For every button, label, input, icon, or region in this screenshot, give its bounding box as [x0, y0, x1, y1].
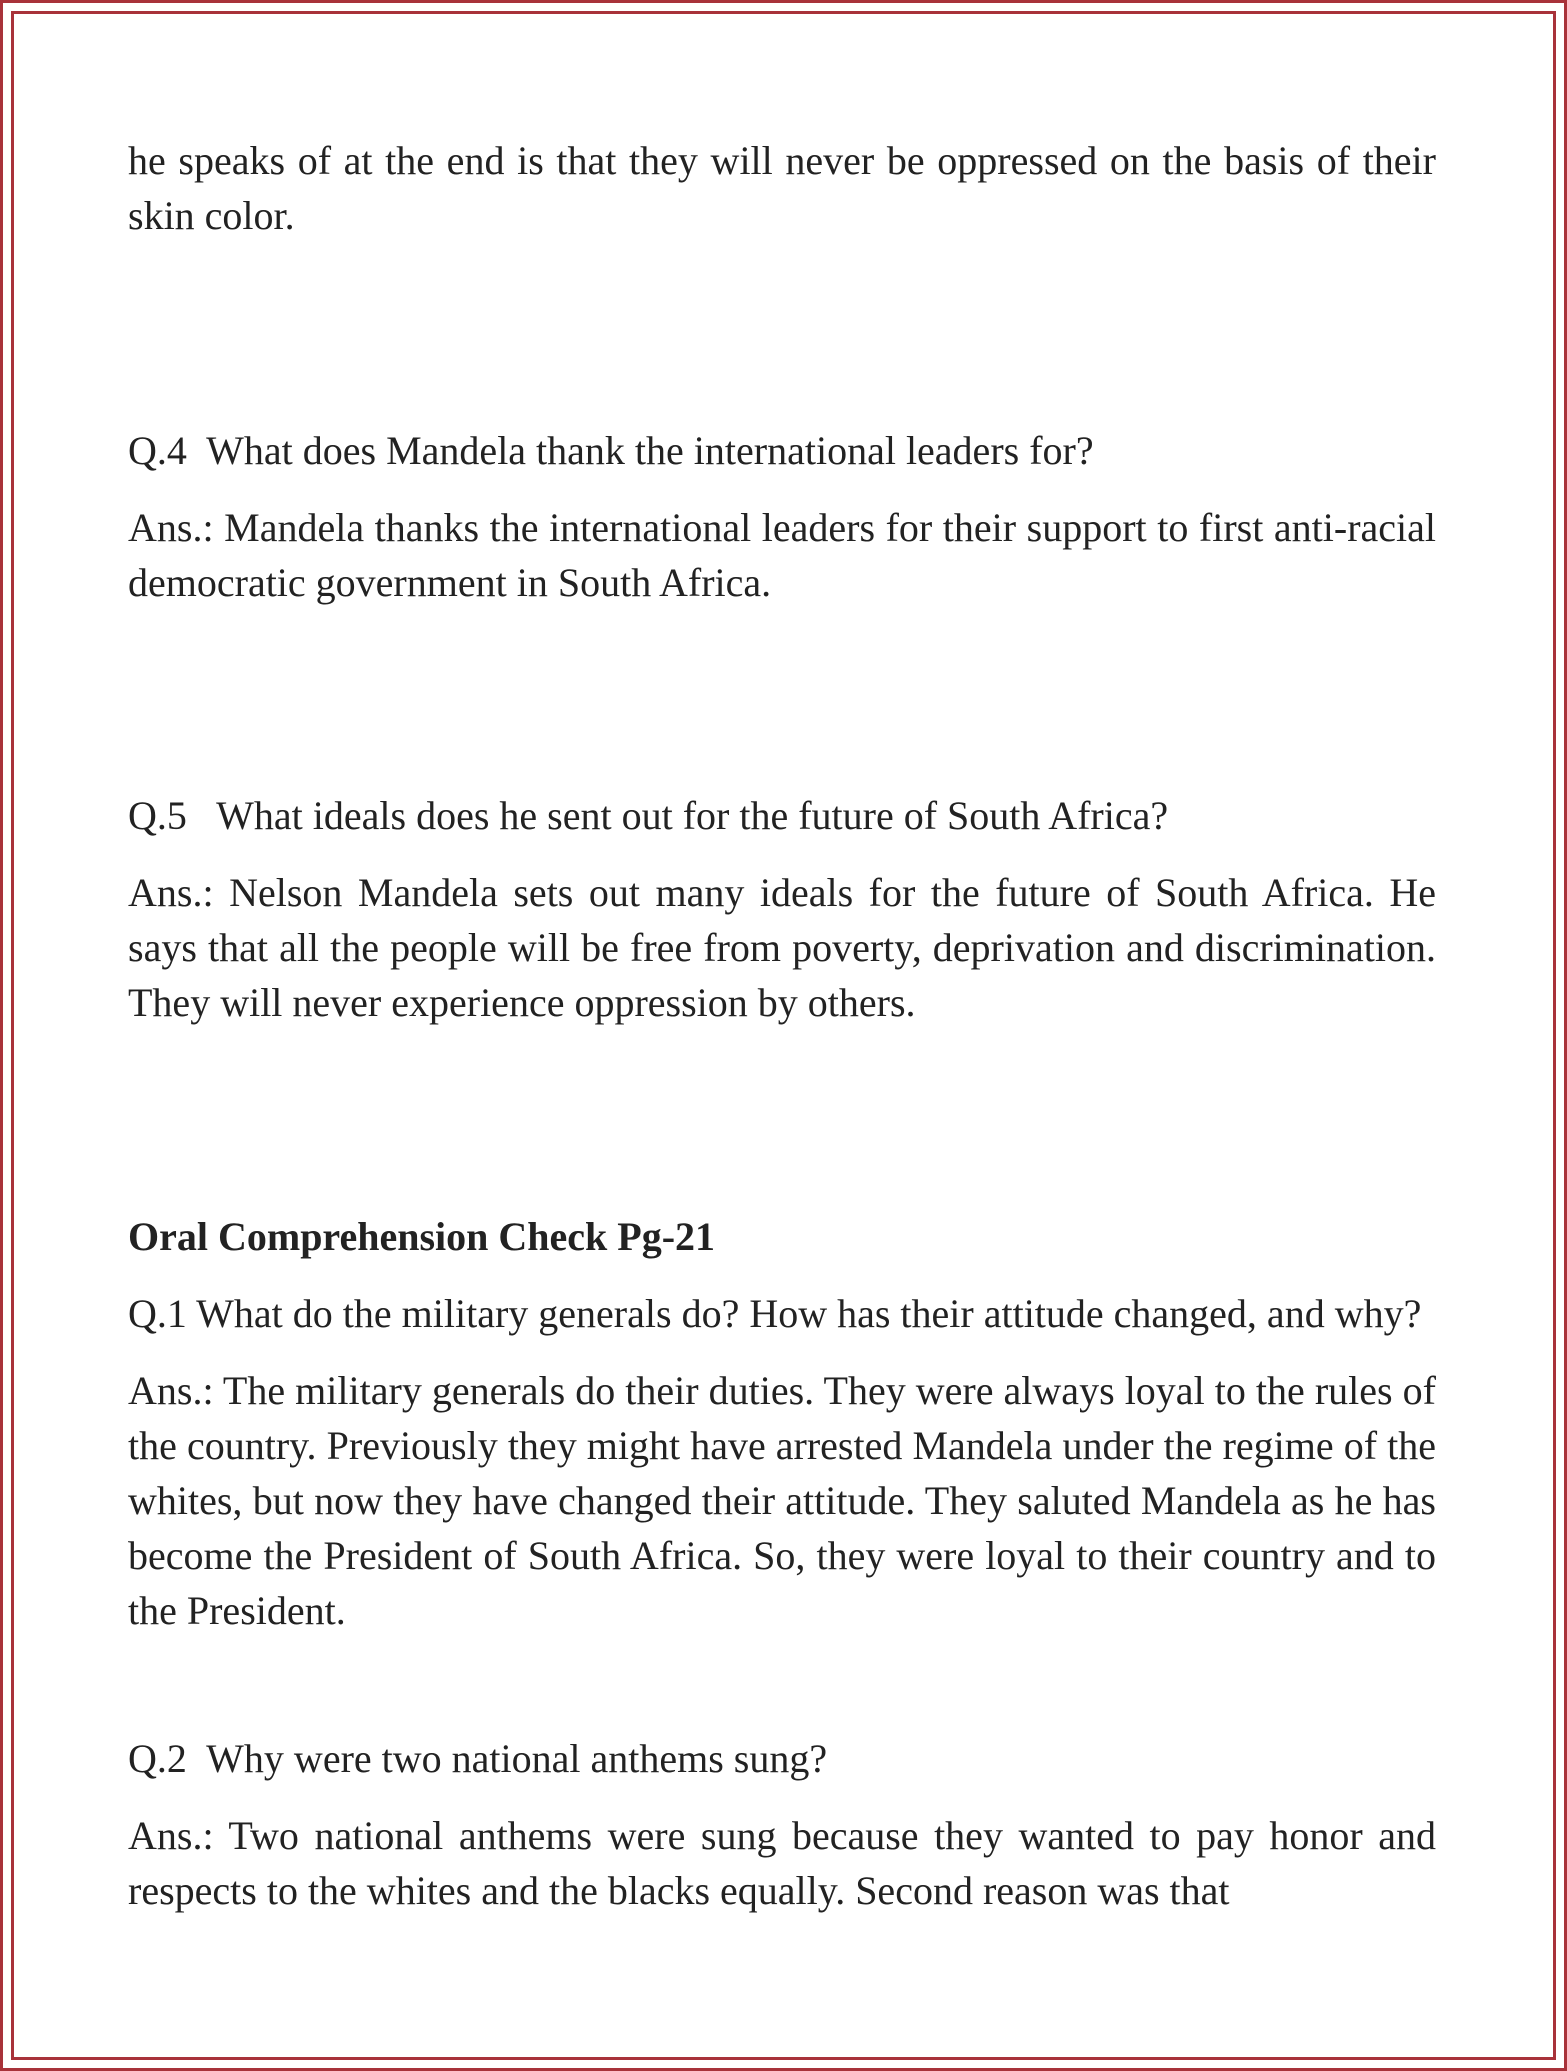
oral-question-2-text: Why were two national anthems sung?	[206, 1736, 828, 1781]
question-4-label: Q.4	[128, 428, 187, 473]
oral-question-1-text: What do the military generals do? How has their attitude changed, and why?	[196, 1291, 1422, 1336]
oral-question-1	[128, 1286, 1436, 1341]
oral-answer-1-label: Ans.:	[128, 1368, 214, 1413]
oral-answer-2	[128, 1808, 1436, 1918]
question-5-label: Q.5	[128, 793, 187, 838]
question-4-block	[128, 423, 1436, 610]
answer-5-label: Ans.:	[128, 870, 214, 915]
question-4	[128, 423, 1436, 478]
oral-answer-1	[128, 1363, 1436, 1638]
oral-answer-2-text: Two national anthems were sung because they wanted to pay honor and respects to the whites and the blacks equally. Second reason was that	[128, 1813, 1437, 1913]
continuation-block	[128, 133, 1436, 243]
oral-question-2-label: Q.2	[128, 1736, 187, 1781]
question-5-block	[128, 788, 1436, 1030]
question-5	[128, 788, 1436, 843]
answer-5-text: Nelson Mandela sets out many ideals for the future of South Africa. He says that all the people will be free from poverty, deprivation and discrimination. They will never experience oppression by others.	[128, 870, 1437, 1025]
question-5-text: What ideals does he sent out for the future of South Africa?	[216, 793, 1169, 838]
answer-4	[128, 500, 1436, 610]
question-4-text: What does Mandela thank the international leaders for?	[206, 428, 1094, 473]
oral-comprehension-section	[128, 1209, 1436, 1638]
continuation-paragraph: he speaks of at the end is that they will never be oppressed on the basis of their skin color.	[128, 138, 1436, 238]
section-heading: Oral Comprehension Check Pg-21	[128, 1214, 716, 1259]
answer-4-text: Mandela thanks the international leaders for their support to first anti-racial democratic government in South Africa.	[128, 505, 1437, 605]
oral-question-2	[128, 1731, 1436, 1786]
oral-question-2-block	[128, 1731, 1436, 1918]
oral-answer-2-label: Ans.:	[128, 1813, 214, 1858]
oral-answer-1-text: The military generals do their duties. They were always loyal to the rules of the country. Previously they might have arrested Mandela under the regime of the whites, but now they have changed their attitude. They saluted Mandela as he has become the President of South Africa. So, they were loyal to their country and to the President.	[128, 1368, 1436, 1633]
oral-question-1-label: Q.1	[128, 1291, 187, 1336]
answer-5	[128, 865, 1436, 1030]
answer-4-label: Ans.:	[128, 505, 214, 550]
